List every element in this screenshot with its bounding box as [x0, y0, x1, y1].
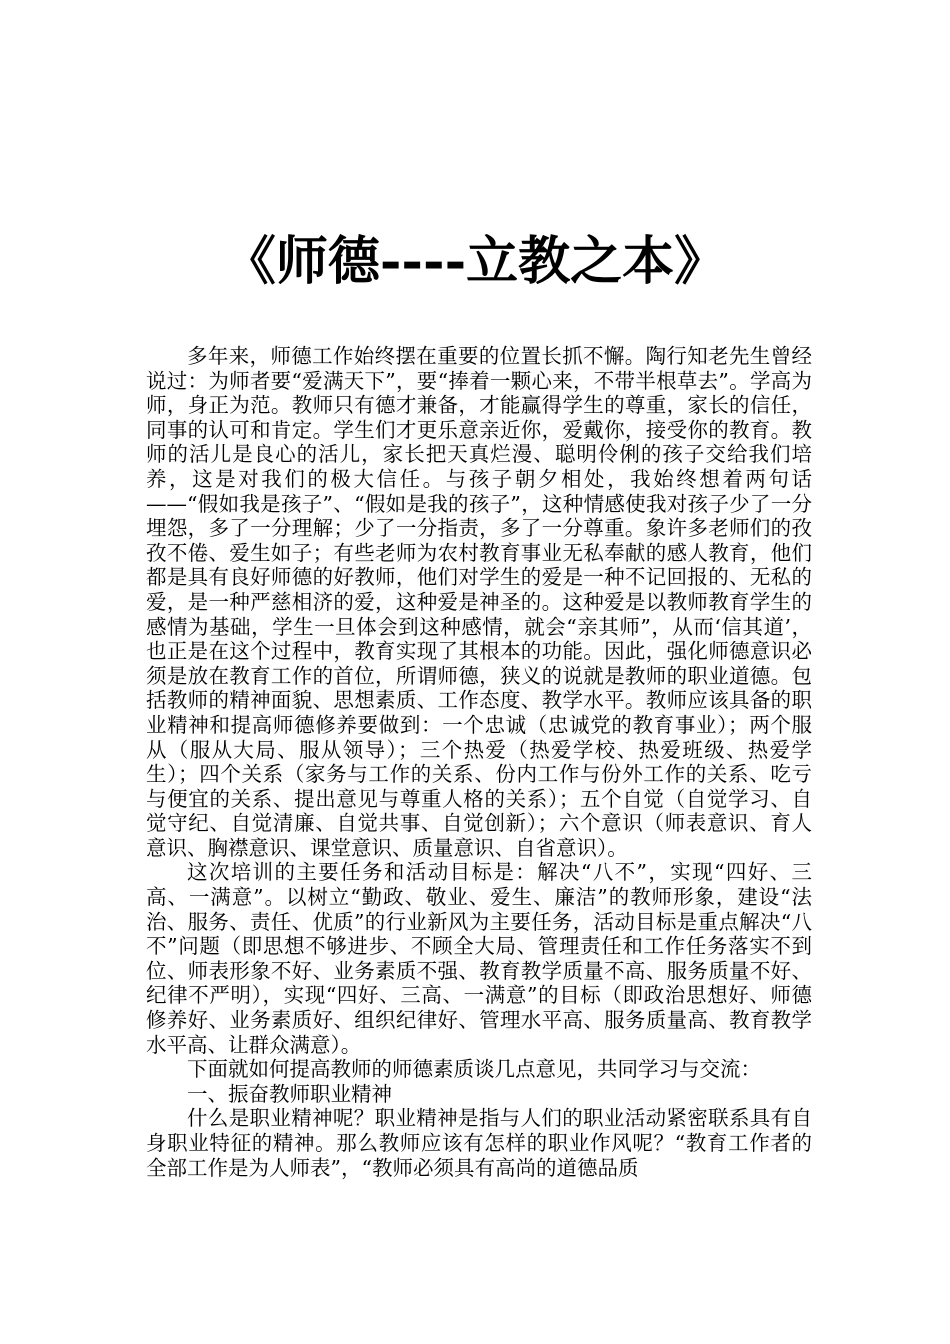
paragraph: 多年来，师德工作始终摆在重要的位置长抓不懈。陶行知老先生曾经说过：为师者要“爱满天下”，要“捧着一颗心来，不带半根草去”。学高为师，身正为范。教师只有德才兼备，才能赢得学生的尊重，家长的信任，同事的认可和肯定。学生们才更乐意亲近你，爱戴你，接受你的教育。教师的活儿是良心的活儿，家长把天真烂漫、聪明伶俐的孩子交给我们培养，这是对我们的极大信任。与孩子朝夕相处，我始终想着两句话——“假如我是孩子”、“假如是我的孩子”，这种情感使我对孩子少了一分埋怨，多了一分理解；少了一分指责，多了一分尊重。象许多老师们的孜孜不倦、爱生如子；有些老师为农村教育事业无私奉献的感人教育，他们都是具有良好师德的好教师，他们对学生的爱是一种不记回报的、无私的爱，是一种严慈相济的爱，这种爱是神圣的。这种爱是以教师教育学生的感情为基础，学生一旦体会到这种感情，就会“亲其师”，从而‘信其道’，也正是在这个过程中，教育实现了其根本的功能。因此，强化师德意识必须是放在教育工作的首位，所谓师德，狭义的说就是教师的职业道德。包括教师的精神面貌、思想素质、工作态度、教学水平。教师应该具备的职业精神和提高师德修养要做到：一个忠诚（忠诚党的教育事业）；两个服从（服从大局、服从领导）；三个热爱（热爱学校、热爱班级、热爱学生）；四个关系（家务与工作的关系、份内工作与份外工作的关系、吃亏与便宜的关系、提出意见与尊重人格的关系）；五个自觉（自觉学习、自觉守纪、自觉清廉、自觉共事、自觉创新）；六个意识（师表意识、育人意识、胸襟意识、课堂意识、质量意识、自省意识）。 — [146, 344, 812, 860]
section-heading: 一、振奋教师职业精神 — [187, 1081, 392, 1106]
document-body — [146, 344, 812, 1180]
paragraph: 下面就如何提高教师的师德素质谈几点意见，共同学习与交流： — [187, 1057, 761, 1082]
paragraph: 什么是职业精神呢？职业精神是指与人们的职业活动紧密联系具有自身职业特征的精神。那么教师应该有怎样的职业作风呢？“教育工作者的全部工作是为人师表”，“教师必须具有高尚的道德品质 — [146, 1106, 812, 1180]
paragraph: 这次培训的主要任务和活动目标是：解决“八不”，实现“四好、三高、一满意”。以树立“勤政、敬业、爱生、廉洁”的教师形象，建设“法治、服务、责任、优质”的行业新风为主要任务，活动目标是重点解决“八不”问题（即思想不够进步、不顾全大局、管理责任和工作任务落实不到位、师表形象不好、业务素质不强、教育教学质量不高、服务质量不好、纪律不严明），实现“四好、三高、一满意”的目标（即政治思想好、师德修养好、业务素质好、组织纪律好、管理水平高、服务质量高、教育教学水平高、让群众满意）。 — [146, 860, 812, 1057]
document-title: 《师德----立教之本》 — [223, 231, 727, 292]
